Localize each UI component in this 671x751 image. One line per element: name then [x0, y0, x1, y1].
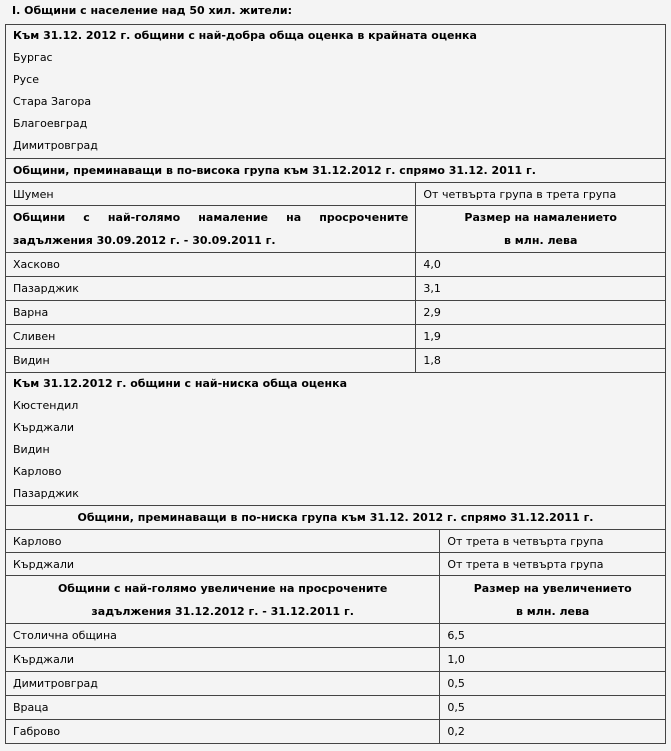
- table-row: [6, 696, 666, 720]
- header-line: в млн. лева: [504, 234, 578, 247]
- value-cell: 0,2: [440, 720, 666, 744]
- list-item: Благоевград: [13, 117, 88, 130]
- list-item: Димитровград: [13, 139, 98, 152]
- header-line: задължения 31.12.2012 г. - 31.12.2011 г.: [91, 604, 354, 618]
- municipality-cell: Хасково: [6, 253, 416, 277]
- header-line: задължения 30.09.2012 г. - 30.09.2011 г.: [13, 234, 276, 247]
- municipality-cell: Габрово: [6, 720, 440, 744]
- header-line: в млн. лева: [516, 604, 590, 618]
- list-item: Русе: [13, 73, 39, 86]
- list-item: Стара Загора: [13, 95, 92, 108]
- table-row: [6, 253, 666, 277]
- increase-col2-header: [440, 576, 666, 624]
- list-item: Пазарджик: [13, 487, 79, 500]
- header-line: Общини с най-голямо намаление на просрочените: [13, 211, 409, 224]
- table-row: [6, 325, 666, 349]
- table-row: [6, 349, 666, 373]
- worst-heading: Към 31.12.2012 г. общини с най-ниска обща оценка: [13, 377, 347, 390]
- municipality-cell: Враца: [6, 696, 440, 720]
- table-row: [6, 672, 666, 696]
- table-row: [6, 553, 666, 576]
- value-cell: 3,1: [416, 277, 666, 301]
- best-heading: Към 31.12. 2012 г. общини с най-добра обща оценка в крайната оценка: [13, 29, 477, 42]
- section-title: I. Общини с население над 50 хил. жители:: [12, 4, 293, 17]
- municipality-cell: Варна: [6, 301, 416, 325]
- value-cell: 1,9: [416, 325, 666, 349]
- table-upper: [5, 24, 666, 507]
- table-row: [6, 648, 666, 672]
- municipality-cell: Кърджали: [6, 648, 440, 672]
- decrease-col2-header: [416, 206, 666, 253]
- municipality-cell: Кърджали: [6, 553, 440, 576]
- table-row: [6, 183, 666, 206]
- list-item: Карлово: [13, 465, 62, 478]
- municipality-cell: Карлово: [6, 530, 440, 553]
- table-row: [6, 530, 666, 553]
- value-cell: 1,0: [440, 648, 666, 672]
- municipality-cell: Шумен: [6, 183, 416, 206]
- list-item: Кюстендил: [13, 399, 79, 412]
- table-row: [6, 301, 666, 325]
- best-section: [6, 25, 666, 159]
- value-cell: 2,9: [416, 301, 666, 325]
- header-row: [6, 206, 666, 253]
- municipality-cell: Пазарджик: [6, 277, 416, 301]
- header-line: Размер на намалението: [464, 211, 617, 224]
- value-cell: 0,5: [440, 696, 666, 720]
- header-line: Размер на увеличението: [473, 581, 632, 595]
- increase-col1-header: [6, 576, 440, 624]
- list-item: Кърджали: [13, 421, 74, 434]
- decrease-col1-header: [6, 206, 416, 253]
- list-item: Бургас: [13, 51, 53, 64]
- municipality-cell: Столична община: [6, 624, 440, 648]
- municipality-cell: Видин: [6, 349, 416, 373]
- worst-section: [6, 373, 666, 507]
- table-lower: [5, 505, 666, 744]
- header-line: Общини с най-голямо увеличение на просрочените: [57, 581, 388, 595]
- change-cell: От четвърта група в трета група: [416, 183, 666, 206]
- change-cell: От трета в четвърта група: [440, 553, 666, 576]
- table-row: [6, 277, 666, 301]
- table-row: [6, 624, 666, 648]
- municipality-cell: Димитровград: [6, 672, 440, 696]
- change-cell: От трета в четвърта група: [440, 530, 666, 553]
- value-cell: 1,8: [416, 349, 666, 373]
- list-item: Видин: [13, 443, 50, 456]
- down-group-heading: Общини, преминаващи в по-ниска група към 31.12. 2012 г. спрямо 31.12.2011 г.: [6, 506, 666, 530]
- value-cell: 4,0: [416, 253, 666, 277]
- value-cell: 0,5: [440, 672, 666, 696]
- up-group-heading: Общини, преминаващи в по-висока група към 31.12.2012 г. спрямо 31.12. 2011 г.: [6, 159, 666, 183]
- value-cell: 6,5: [440, 624, 666, 648]
- header-row: [6, 576, 666, 624]
- table-row: [6, 720, 666, 744]
- municipality-cell: Сливен: [6, 325, 416, 349]
